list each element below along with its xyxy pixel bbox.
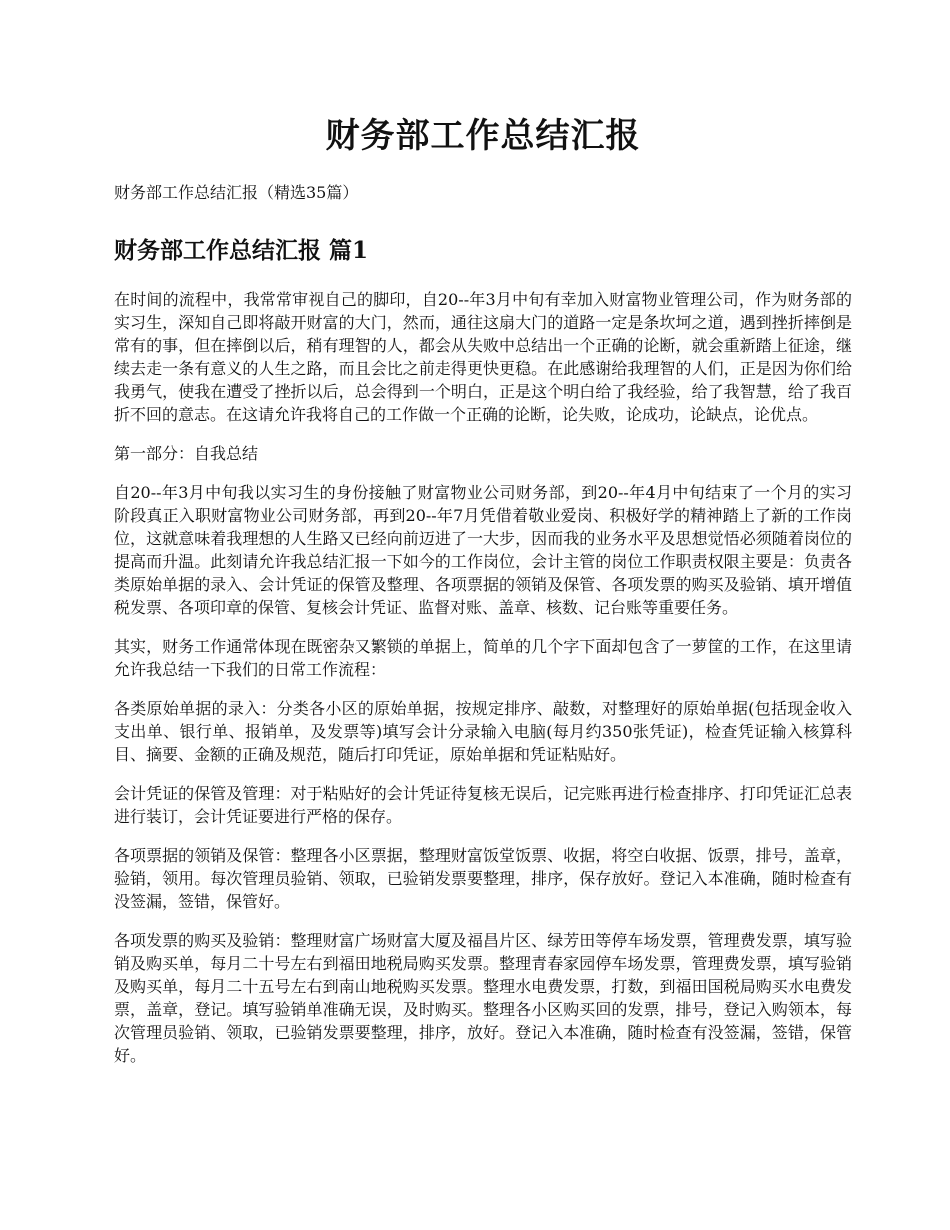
paragraph-document-entry: 各类原始单据的录入：分类各小区的原始单据，按规定排序、敲数，对整理好的原始单据(包括现金收入支出单、银行单、报销单，及发票等)填写会计分录输入电脑(每月约350张凭证)，检查凭证输入核算科目、摘要、金额的正确及规范，随后打印凭证，原始单据和凭证粘贴好。 bbox=[114, 699, 852, 764]
paragraph-invoice-purchase: 各项发票的购买及验销：整理财富广场财富大厦及福昌片区、绿芳田等停车场发票，管理费发票，填写验销及购买单，每月二十号左右到福田地税局购买发票。整理青春家园停车场发票，管理费发票，填写验销及购买单，每月二十五号左右到南山地税购买发票。整理水电费发票，打数，到福田国税局购买水电费发票，盖章，登记。填写验销单准确无误，及时购买。整理各小区购买回的发票，排号，登记入购领本，每次管理员验销、领取，已验销发票要整理，排序，放好。登记入本准确，随时检查有没签漏，签错，保管好。 bbox=[114, 931, 852, 1065]
document-title: 财务部工作总结汇报 bbox=[325, 116, 641, 156]
document-page bbox=[114, 108, 852, 1067]
paragraph-ticket-management: 各项票据的领销及保管：整理各小区票据，整理财富饭堂饭票、收据，将空白收据、饭票，排号，盖章，验销，领用。每次管理员验销、领取，已验销发票要整理，排序，保存放好。登记入本准确，随时检查有没签漏，签错，保管好。 bbox=[114, 846, 852, 911]
section-heading: 财务部工作总结汇报 篇1 bbox=[114, 237, 369, 264]
paragraph-intro: 在时间的流程中，我常常审视自己的脚印，自20--年3月中旬有幸加入财富物业管理公司，作为财务部的实习生，深知自己即将敲开财富的大门，然而，通往这扇大门的道路一定是条坎坷之道，遇到挫折摔倒是常有的事，但在摔倒以后，稍有理智的人，都会从失败中总结出一个正确的论断，就会重新踏上征途，继续去走一条有意义的人生之路，而且会比之前走得更快更稳。在此感谢给我理智的人们，正是因为你们给我勇气，使我在遭受了挫折以后，总会得到一个明白，正是这个明白给了我经验，给了我智慧，给了我百折不回的意志。在这请允许我将自己的工作做一个正确的论断，论失败，论成功，论缺点，论优点。 bbox=[114, 290, 852, 424]
paragraph-self-summary: 自20--年3月中旬我以实习生的身份接触了财富物业公司财务部，到20--年4月中旬结束了一个月的实习阶段真正入职财富物业公司财务部，再到20--年7月凭借着敬业爱岗、积极好学的精神踏上了新的工作岗位，这就意味着我理想的人生路又已经向前迈进了一大步，因而我的业务水平及思想觉悟必须随着岗位的提高而升温。此刻请允许我总结汇报一下如今的工作岗位，会计主管的岗位工作职责权限主要是：负责各类原始单据的录入、会计凭证的保管及整理、各项票据的领销及保管、各项发票的购买及验销、填开增值税发票、各项印章的保管、复核会计凭证、监督对账、盖章、核数、记台账等重要任务。 bbox=[114, 483, 852, 617]
paragraph-workflow-intro: 其实，财务工作通常体现在既密杂又繁锁的单据上，简单的几个字下面却包含了一萝筐的工作，在这里请允许我总结一下我们的日常工作流程： bbox=[114, 637, 852, 679]
paragraph-part-one-heading: 第一部分：自我总结 bbox=[114, 444, 259, 463]
paragraph-voucher-storage: 会计凭证的保管及管理：对于粘贴好的会计凭证待复核无误后，记完账再进行检查排序、打印凭证汇总表进行装订，会计凭证要进行严格的保存。 bbox=[114, 784, 852, 826]
document-subtitle: 财务部工作总结汇报（精选35篇） bbox=[114, 183, 359, 202]
